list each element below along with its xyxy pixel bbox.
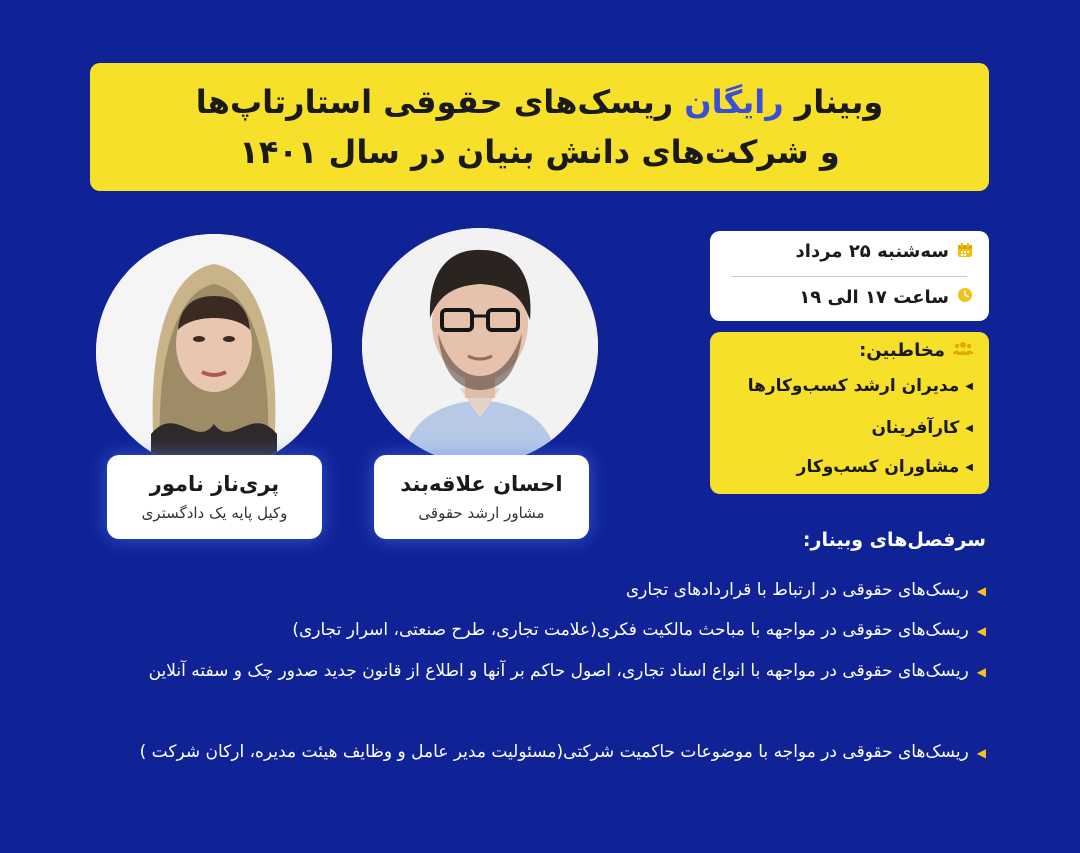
syllabus-item <box>86 732 986 773</box>
title-text-before: وبینار <box>783 83 884 121</box>
bullet-icon: ◀ <box>965 380 973 392</box>
audience-item-label: کارآفرینان <box>871 418 960 438</box>
audience-item <box>797 457 973 477</box>
title-line-1 <box>196 77 883 127</box>
speaker-card-2 <box>107 455 322 539</box>
audience-item <box>871 418 973 438</box>
event-time-row <box>799 287 973 308</box>
bullet-icon: ◀ <box>976 624 986 638</box>
audience-heading-row <box>859 340 973 361</box>
event-time: ساعت ۱۷ الی ۱۹ <box>799 287 949 308</box>
audience-item <box>748 376 973 396</box>
speaker-name: احسان علاقه‌بند <box>400 472 563 496</box>
event-info-box <box>710 231 989 321</box>
syllabus-item <box>86 570 986 611</box>
speaker-card-1 <box>374 455 589 539</box>
speaker-role: وکیل پایه یک دادگستری <box>141 504 288 522</box>
bullet-icon: ◀ <box>965 461 973 473</box>
info-divider <box>732 276 967 277</box>
bullet-icon: ◀ <box>976 665 986 679</box>
group-icon <box>953 340 973 361</box>
syllabus-item-text: ریسک‌های حقوقی در مواجهه با مباحث مالکیت فکری(علامت تجاری، طرح صنعتی، اسرار تجاری) <box>292 620 969 640</box>
audience-box <box>710 332 989 494</box>
event-date-row <box>796 241 973 262</box>
bullet-icon: ◀ <box>976 746 986 760</box>
syllabus-item-text: ریسک‌های حقوقی در مواجه با موضوعات حاکمیت شرکتی(مسئولیت مدیر عامل و وظایف هیئت مدیره، ارکان شرکت ) <box>139 742 969 762</box>
syllabus-heading: سرفصل‌های وبینار: <box>802 529 986 551</box>
event-date: سه‌شنبه ۲۵ مرداد <box>795 241 949 262</box>
bullet-icon: ◀ <box>965 422 973 434</box>
speaker-photo-2 <box>96 234 332 470</box>
audience-item-label: مدیران ارشد کسب‌وکارها <box>747 376 960 396</box>
syllabus-item <box>86 610 986 651</box>
calendar-icon <box>957 242 973 262</box>
syllabus-item <box>86 651 986 692</box>
speaker-name: پری‌ناز نامور <box>149 472 280 496</box>
title-text-after: ریسک‌های حقوقی استارتاپ‌ها <box>195 83 685 121</box>
audience-item-label: مشاوران کسب‌وکار <box>796 457 960 477</box>
title-highlight: رایگان <box>684 83 784 121</box>
speaker-photo-1 <box>362 228 598 464</box>
speaker-role: مشاور ارشد حقوقی <box>418 504 545 522</box>
clock-icon <box>957 287 973 308</box>
title-line-2: و شرکت‌های دانش بنیان در سال ۱۴۰۱ <box>239 133 840 171</box>
syllabus-item-text: ریسک‌های حقوقی در ارتباط با قراردادهای تجاری <box>625 580 969 600</box>
title-banner <box>90 63 989 191</box>
audience-heading: مخاطبین: <box>859 340 945 361</box>
syllabus-item-text: ریسک‌های حقوقی در مواجهه با انواع اسناد تجاری، اصول حاکم بر آنها و اطلاع از قانون جدید صدور چک و سفته آنلاین <box>148 661 969 681</box>
bullet-icon: ◀ <box>976 584 986 598</box>
